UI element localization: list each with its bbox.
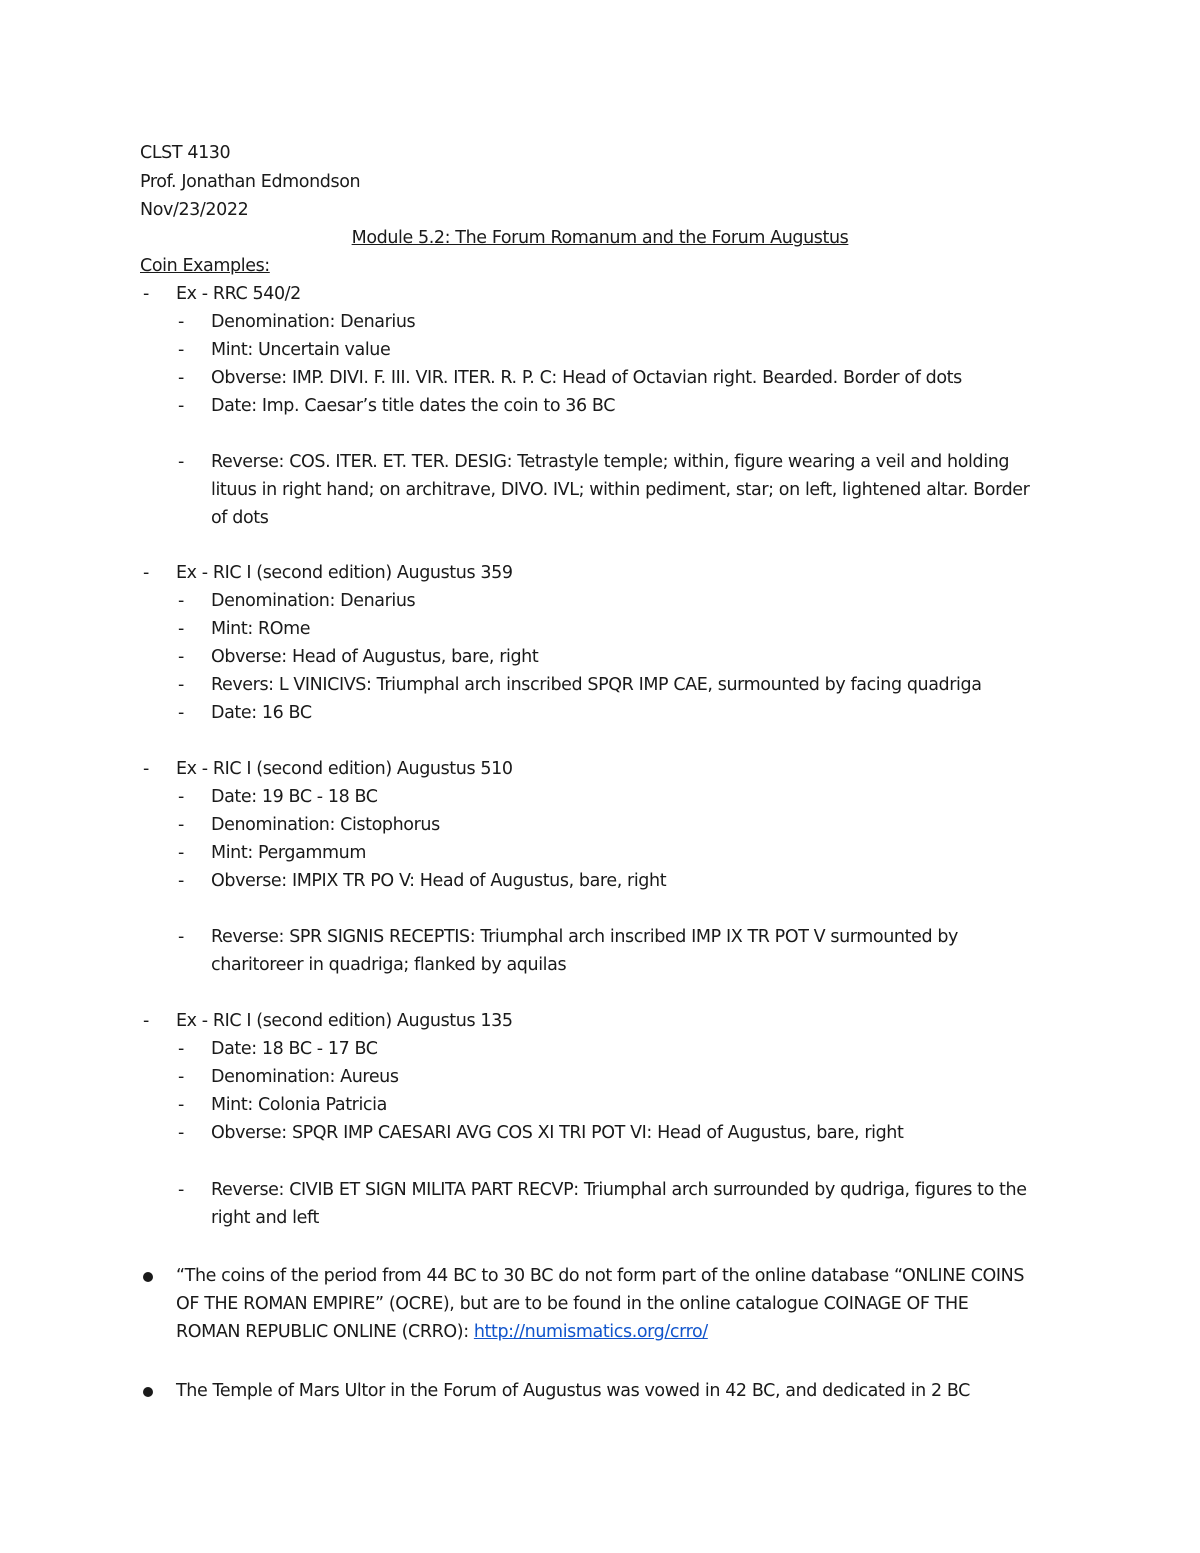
reverse-line: right and left — [211, 1208, 319, 1228]
example-label: Ex - RIC I (second edition) Augustus 510 — [176, 759, 513, 779]
reverse-line: Reverse: COS. ITER. ET. TER. DESIG: Tetrastyle temple; within, figure wearing a veil and holding — [211, 452, 1010, 472]
example-label: Ex - RIC I (second edition) Augustus 135 — [176, 1011, 513, 1031]
list-dash: - — [178, 927, 184, 947]
list-dash: - — [178, 368, 184, 388]
list-dash: - — [178, 591, 184, 611]
list-dash: - — [178, 1123, 184, 1143]
list-item: Mint: Colonia Patricia — [211, 1095, 387, 1115]
list-dash: - — [178, 340, 184, 360]
list-item: Obverse: IMPIX TR PO V: Head of Augustus, bare, right — [211, 871, 667, 891]
professor-name: Prof. Jonathan Edmondson — [140, 172, 361, 192]
list-dash: - — [178, 396, 184, 416]
list-dash: - — [178, 843, 184, 863]
note-text: ROMAN REPUBLIC ONLINE (CRRO): — [176, 1322, 474, 1342]
reverse-line: of dots — [211, 508, 269, 528]
note-line — [176, 1318, 708, 1346]
list-dash: - — [178, 1039, 184, 1059]
list-item: Date: 18 BC - 17 BC — [211, 1039, 378, 1059]
list-item: Obverse: IMP. DIVI. F. III. VIR. ITER. R. P. C: Head of Octavian right. Bearded. Border of dots — [211, 368, 962, 388]
note-line: OF THE ROMAN EMPIRE” (OCRE), but are to be found in the online catalogue COINAGE OF THE — [176, 1294, 969, 1314]
course-code: CLST 4130 — [140, 143, 231, 163]
list-item: Date: Imp. Caesar’s title dates the coin to 36 BC — [211, 396, 616, 416]
list-item: Obverse: SPQR IMP CAESARI AVG COS XI TRI POT VI: Head of Augustus, bare, right — [211, 1123, 904, 1143]
section-heading: Coin Examples: — [140, 256, 270, 276]
list-item: Date: 16 BC — [211, 703, 312, 723]
note-line: “The coins of the period from 44 BC to 30 BC do not form part of the online database “ONLINE COINS — [176, 1266, 1025, 1286]
list-item: Date: 19 BC - 18 BC — [211, 787, 378, 807]
list-item: Revers: L VINICIVS: Triumphal arch inscribed SPQR IMP CAE, surmounted by facing quadriga — [211, 675, 982, 695]
example-label: Ex - RIC I (second edition) Augustus 359 — [176, 563, 513, 583]
list-item: Denomination: Cistophorus — [211, 815, 440, 835]
page-title: Module 5.2: The Forum Romanum and the Forum Augustus — [351, 228, 849, 248]
reverse-line: Reverse: CIVIB ET SIGN MILITA PART RECVP: Triumphal arch surrounded by qudriga, figures to the — [211, 1180, 1027, 1200]
list-item: Mint: ROme — [211, 619, 311, 639]
bullet-icon — [143, 1272, 153, 1282]
document-date: Nov/23/2022 — [140, 200, 249, 220]
note-line: The Temple of Mars Ultor in the Forum of Augustus was vowed in 42 BC, and dedicated in 2 BC — [176, 1381, 970, 1401]
list-dash: - — [178, 312, 184, 332]
list-dash: - — [178, 703, 184, 723]
bullet-icon — [143, 1387, 153, 1397]
list-dash: - — [178, 452, 184, 472]
list-item: Mint: Uncertain value — [211, 340, 391, 360]
list-dash: - — [178, 675, 184, 695]
list-item: Denomination: Aureus — [211, 1067, 399, 1087]
list-item: Mint: Pergammum — [211, 843, 367, 863]
list-dash: - — [178, 647, 184, 667]
list-dash: - — [178, 1180, 184, 1200]
crro-link[interactable]: http://numismatics.org/crro/ — [473, 1322, 708, 1342]
list-item: Denomination: Denarius — [211, 312, 416, 332]
list-dash: - — [178, 787, 184, 807]
list-dash: - — [143, 1011, 149, 1031]
list-dash: - — [143, 759, 149, 779]
list-item: Obverse: Head of Augustus, bare, right — [211, 647, 539, 667]
list-dash: - — [178, 619, 184, 639]
list-dash: - — [178, 871, 184, 891]
list-dash: - — [178, 1095, 184, 1115]
list-dash: - — [178, 1067, 184, 1087]
list-dash: - — [178, 815, 184, 835]
list-dash: - — [143, 284, 149, 304]
list-dash: - — [143, 563, 149, 583]
reverse-line: lituus in right hand; on architrave, DIVO. IVL; within pediment, star; on left, lightened altar. Border — [211, 480, 1030, 500]
list-item: Denomination: Denarius — [211, 591, 416, 611]
example-label: Ex - RRC 540/2 — [176, 284, 301, 304]
reverse-line: Reverse: SPR SIGNIS RECEPTIS: Triumphal arch inscribed IMP IX TR POT V surmounted by — [211, 927, 958, 947]
reverse-line: charitoreer in quadriga; flanked by aquilas — [211, 955, 567, 975]
